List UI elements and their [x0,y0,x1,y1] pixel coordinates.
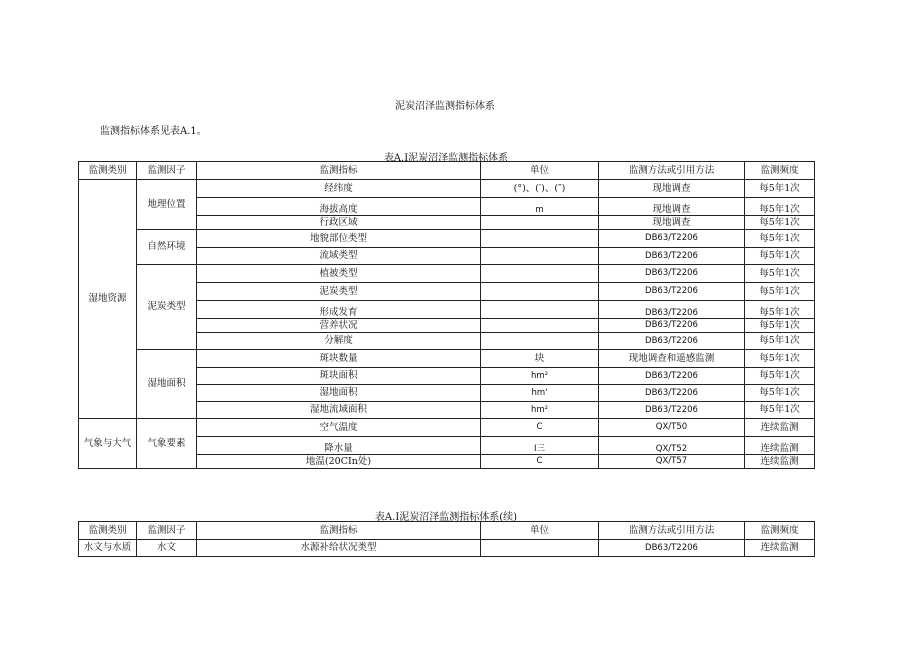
header-factor: 监测因子 [137,162,197,180]
method-cell: 现地调查 [599,216,745,230]
method-cell: 现地调查 [599,198,745,216]
method-cell: DB63/T2206 [599,319,745,333]
indicator-table [78,161,815,469]
frequency-cell: 每5年1次 [745,230,815,248]
frequency-cell: 连续监测 [745,419,815,437]
factor-cell: 湿地面积 [137,350,197,419]
unit-cell: C [481,455,599,469]
header-category: 监测类别 [79,162,137,180]
indicator-cell: 地貌部位类型 [197,230,481,248]
header-unit: 单位 [481,162,599,180]
indicator-cell: 行政区域 [197,216,481,230]
indicator-cell: 分解度 [197,333,481,350]
table-header-row [79,522,815,540]
unit-cell [481,283,599,301]
unit-cell [481,230,599,248]
unit-cell: C [481,419,599,437]
table1-caption: 表A.I泥炭沼泽监测指标体系 [383,153,509,164]
table-row [79,350,815,368]
factor-cell: 水文 [137,540,197,557]
table-row [79,265,815,283]
header-category: 监测类别 [79,522,137,540]
unit-cell [481,333,599,350]
unit-cell [481,248,599,265]
header-frequency: 监测频度 [745,162,815,180]
factor-cell: 气象要素 [137,419,197,469]
table-row [79,180,815,198]
method-cell: DB63/T2206 [599,283,745,301]
indicator-cell: 斑块数量 [197,350,481,368]
header-factor: 监测因子 [137,522,197,540]
unit-cell: hm² [481,402,599,419]
indicator-table-continued [78,521,815,557]
method-cell: DB63/T2206 [599,385,745,402]
frequency-cell: 每5年1次 [745,180,815,198]
unit-cell: I三 [481,437,599,455]
method-cell: DB63/T2206 [599,248,745,265]
frequency-cell: 每5年1次 [745,248,815,265]
frequency-cell: 每5年1次 [745,319,815,333]
category-cell: 气象与大气 [79,419,137,469]
intro-text: 监测指标体系见表A.1。 [100,126,207,137]
method-cell: QX/T52 [599,437,745,455]
frequency-cell: 每5年1次 [745,301,815,319]
header-indicator: 监测指标 [197,162,481,180]
factor-cell: 泥炭类型 [137,265,197,350]
factor-cell: 地理位置 [137,180,197,230]
unit-cell: 块 [481,350,599,368]
category-cell: 湿地资源 [79,180,137,419]
unit-cell: (°)、(′)、(″) [481,180,599,198]
indicator-cell: 经纬度 [197,180,481,198]
method-cell: DB63/T2206 [599,333,745,350]
frequency-cell: 每5年1次 [745,385,815,402]
unit-cell [481,265,599,283]
method-cell: QX/T50 [599,419,745,437]
indicator-cell: 湿地流域面积 [197,402,481,419]
indicator-cell: 湿地面积 [197,385,481,402]
frequency-cell: 连续监测 [745,540,815,557]
indicator-cell: 形成发育 [197,301,481,319]
category-cell: 水文与水质 [79,540,137,557]
method-cell: QX/T57 [599,455,745,469]
frequency-cell: 每5年1次 [745,216,815,230]
unit-cell [481,319,599,333]
header-unit: 单位 [481,522,599,540]
indicator-cell: 降水量 [197,437,481,455]
indicator-cell: 地温(20CIn处) [197,455,481,469]
indicator-cell: 斑块面积 [197,368,481,385]
frequency-cell: 连续监测 [745,455,815,469]
frequency-cell: 每5年1次 [745,265,815,283]
unit-cell [481,301,599,319]
table-row [79,230,815,248]
frequency-cell: 每5年1次 [745,283,815,301]
indicator-cell: 营养状况 [197,319,481,333]
method-cell: DB63/T2206 [599,402,745,419]
table-row [79,419,815,437]
indicator-cell: 水源补给状况类型 [197,540,481,557]
header-indicator: 监测指标 [197,522,481,540]
frequency-cell: 连续监测 [745,437,815,455]
frequency-cell: 每5年1次 [745,333,815,350]
unit-cell [481,540,599,557]
table-header-row [79,162,815,180]
indicator-cell: 泥炭类型 [197,283,481,301]
document-title: 泥炭沼泽监测指标体系 [395,101,495,112]
header-method: 监测方法或引用方法 [599,522,745,540]
unit-cell: hm' [481,385,599,402]
method-cell: 现地调查 [599,180,745,198]
frequency-cell: 每5年1次 [745,368,815,385]
frequency-cell: 每5年1次 [745,198,815,216]
unit-cell [481,216,599,230]
method-cell: 现地调查和遥感监测 [599,350,745,368]
indicator-cell: 海拔高度 [197,198,481,216]
header-method: 监测方法或引用方法 [599,162,745,180]
method-cell: DB63/T2206 [599,540,745,557]
indicator-cell: 流域类型 [197,248,481,265]
method-cell: DB63/T2206 [599,265,745,283]
frequency-cell: 每5年1次 [745,350,815,368]
indicator-cell: 植被类型 [197,265,481,283]
header-frequency: 监测频度 [745,522,815,540]
factor-cell: 自然环境 [137,230,197,265]
method-cell: DB63/T2206 [599,301,745,319]
unit-cell: m [481,198,599,216]
indicator-cell: 空气温度 [197,419,481,437]
method-cell: DB63/T2206 [599,230,745,248]
table-row [79,540,815,557]
table2-caption: 表A.I泥炭沼泽监测指标体系(续) [374,512,518,523]
method-cell: DB63/T2206 [599,368,745,385]
frequency-cell: 每5年1次 [745,402,815,419]
unit-cell: hm² [481,368,599,385]
